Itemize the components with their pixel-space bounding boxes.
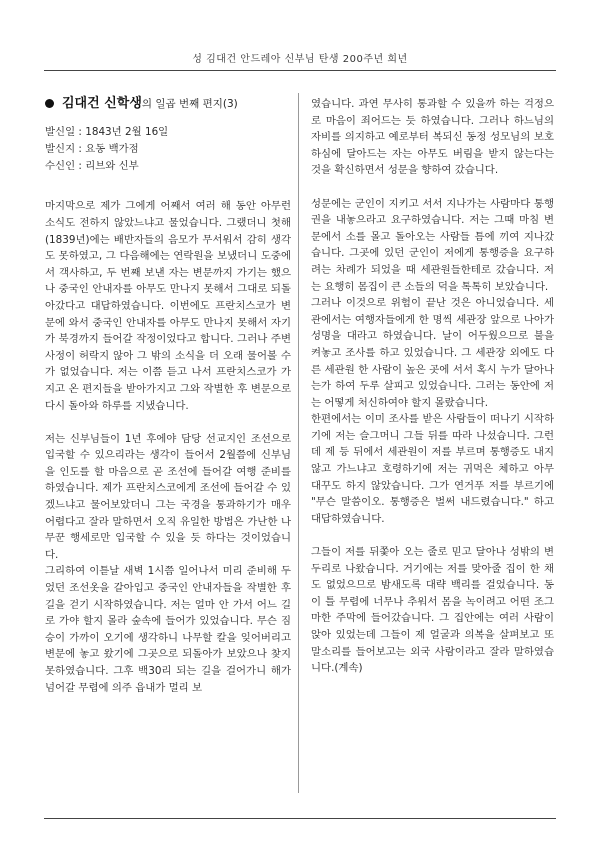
page-header-title: 성 김대건 안드레아 신부님 탄생 200주년 희년 bbox=[192, 54, 408, 65]
article-title-sub: 의 일곱 번째 편지(3) bbox=[141, 98, 238, 110]
meta-sent-date: 발신일 : 1843년 2월 16일 bbox=[45, 126, 169, 138]
body-paragraph: 그리하여 이튿날 새벽 1시쯤 일어나서 미리 준비해 두었던 조선옷을 갈아입고 중국인 안내자들을 작별한 후 길을 걷기 시작하였습니다. 저는 얼마 안 가서 어느 길로 가야 할지 몰라 숲속에 들어가 있었습니다. 무슨 짐승이 가까이 오기에 생각하니 나무할 칼을 잊어버리고 변문에 놓고 왔기에 그곳으로 되돌아가 보았으나 찾지 못하였습니다. 그후 백30리 되는 길을 걸어가니 해가 넘어갈 무렵에 의주 읍내가 멀리 보 bbox=[45, 565, 291, 694]
body-paragraph: 성문에는 군인이 지키고 서서 지나가는 사람마다 통행권을 내놓으라고 요구하였습니다. 저는 그때 마침 변문에서 소를 몰고 돌아오는 사람들 틈에 끼여 지나갔습니다. 그곳에 있던 군인이 저에게 통행증을 요구하려는 차례가 되었을 때 세관원들한테로 갔습니다. 저는 요행히 몸집이 큰 소들의 덕을 톡톡히 보았습니다. bbox=[311, 197, 554, 293]
header-divider bbox=[44, 70, 556, 71]
body-paragraph: 한편에서는 이미 조사를 받은 사람들이 떠나기 시작하기에 저는 슬그머니 그들 뒤를 따라 나섰습니다. 그런데 제 등 뒤에서 세관원이 저를 부르며 통행증도 내지 않고 가느냐고 호령하기에 저는 귀먹은 체하고 아무 대꾸도 하지 않았습니다. 그가 연거푸 저를 부르기에 "무슨 말씀이오. 통행증은 벌써 내드렸습니다." 하고 대답하였습니다. bbox=[311, 413, 554, 525]
body-paragraph: 그들이 저를 뒤쫓아 오는 줄로 믿고 달아나 성밖의 변두리로 나왔습니다. 거기에는 저를 맞아줄 집이 한 채도 없었으므로 밤새도록 대략 백리를 걸었습니다. 동이 틀 무렵에 너무나 추워서 몸을 녹이려고 어떤 조그마한 주막에 들어갔습니다. 그 집안에는 여러 사람이 앉아 있었는데 그들이 제 얼굴과 의복을 살펴보고 또 말소리를 들어보고는 외국 사람이라고 잘라 말하였습니다.(계속) bbox=[311, 546, 554, 675]
meta-recipient: 수신인 : 리브와 신부 bbox=[45, 159, 139, 172]
bullet-icon bbox=[45, 99, 54, 108]
body-paragraph: 마지막으로 제가 그에게 어째서 여러 해 동안 아무런 소식도 전하지 않았느냐고 물었습니다. 그랬더니 첫해(1839년)에는 배반자들의 음모가 무서워서 감히 생각도 못하였고, 그 다음해에는 연락원을 보냈더니 도중에서 객사하고, 두 번째 보낸 자는 변문까지 가기는 했으나 중국인 안내자를 아무도 만나지 못해서 그대로 되돌아갔다고 대답하였습니다. 이번에도 프란치스코가 변문에 와서 중국인 안내자를 아무도 만나지 못해서 자기가 북경까지 들어갈 작정이었다고 합니다. 그러나 주변사정이 허락지 않아 그 밖의 소식을 더 오래 물어볼 수가 없었습니다. 저는 이쯤 듣고 나서 프란치스코가 가지고 온 편지들을 받아가지고 그와 작별한 후 변문으로 다시 돌아와 하루를 지냈습니다. bbox=[45, 200, 291, 412]
meta-sent-place: 발신지 : 요동 백가점 bbox=[45, 142, 139, 155]
right-column bbox=[311, 96, 554, 677]
body-paragraph: 저는 신부님들이 1년 후에야 담당 선교지인 조선으로 입국할 수 있으리라는 생각이 들어서 2월쯤에 신부님을 인도를 할 마음으로 곧 조선에 들어갈 여행 준비를 하였습니다. 제가 프란치스코에게 조선에 들어갈 수 있겠느냐고 물어보았더니 그는 국경을 통과하기가 매우 어렵다고 잘라 말하면서 오직 유일한 방법은 가난한 나무꾼 행세로만 입국할 수 있을 듯 하다는 것이었습니다. bbox=[45, 432, 291, 561]
body-paragraph: 였습니다. 과연 무사히 통과할 수 있을까 하는 걱정으로 마음이 죄어드는 듯 하였습니다. 그러나 하느님의 자비를 의지하고 예로부터 복되신 동정 성모님의 보호하심에 달아드는 자는 아무도 버림을 받지 않는다는 것을 확신하면서 성문을 향하여 갔습니다. bbox=[311, 98, 554, 177]
article-title bbox=[45, 96, 291, 112]
body-paragraph: 그러나 이것으로 위험이 끝난 것은 아니었습니다. 세관에서는 여행자들에게 한 명씩 세관장 앞으로 나아가 성명을 대라고 하였습니다. 날이 어두웠으므로 불을 켜놓고 조사를 하고 있었습니다. 그 세관장 외에도 다른 세관원 한 사람이 높은 곳에 서서 혹시 누가 달아나는가 하여 두루 살피고 있었습니다. 그러는 동안에 저는 어떻게 처신하여야 할지 몰랐습니다. bbox=[311, 297, 554, 409]
left-column bbox=[45, 96, 291, 696]
column-divider bbox=[298, 93, 299, 793]
footer-divider bbox=[44, 818, 556, 819]
letter-metadata bbox=[45, 124, 291, 174]
article-title-main: 김대건 신학생 bbox=[62, 96, 142, 111]
